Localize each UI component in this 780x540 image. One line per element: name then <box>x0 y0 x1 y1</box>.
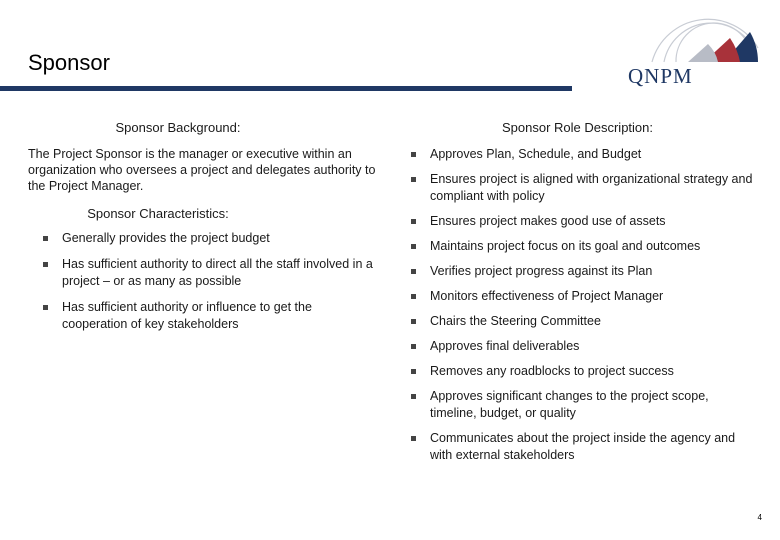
list-item <box>410 238 755 255</box>
bullet-icon <box>43 262 48 267</box>
background-paragraph: The Project Sponsor is the manager or executive within an organization who oversees a project and delegates authority to the Project Manager. <box>28 147 376 193</box>
list-item <box>410 171 755 205</box>
background-heading: Sponsor Background: <box>115 120 241 135</box>
left-column <box>28 120 378 342</box>
list-item-text: Has sufficient authority to direct all the staff involved in a project – or as many as possible <box>62 257 373 288</box>
bullet-icon <box>411 319 416 324</box>
list-item-text: Chairs the Steering Committee <box>430 314 601 328</box>
bullet-icon <box>411 436 416 441</box>
list-item-text: Monitors effectiveness of Project Manager <box>430 289 664 303</box>
bullet-icon <box>411 294 416 299</box>
slide-title: Sponsor <box>28 50 110 75</box>
bullet-icon <box>43 305 48 310</box>
list-item-text: Has sufficient authority or influence to get the cooperation of key stakeholders <box>62 300 312 331</box>
list-item-text: Approves final deliverables <box>430 339 580 353</box>
list-item <box>42 256 378 290</box>
list-item-text: Communicates about the project inside the agency and with external stakeholders <box>430 431 736 462</box>
bullet-icon <box>411 152 416 157</box>
list-item <box>410 313 755 330</box>
bullet-icon <box>411 219 416 224</box>
list-item <box>42 230 378 247</box>
right-column <box>410 120 755 472</box>
bullet-icon <box>411 269 416 274</box>
list-item-text: Maintains project focus on its goal and outcomes <box>430 239 701 253</box>
list-item <box>410 288 755 305</box>
list-item <box>410 263 755 280</box>
bullet-icon <box>43 236 48 241</box>
bullet-icon <box>411 177 416 182</box>
list-item <box>410 213 755 230</box>
bullet-icon <box>411 394 416 399</box>
list-item <box>410 338 755 355</box>
page-number: 4 <box>757 513 762 522</box>
list-item-text: Generally provides the project budget <box>62 231 270 245</box>
list-item-text: Ensures project makes good use of assets <box>430 214 666 228</box>
characteristics-list <box>42 230 378 333</box>
characteristics-heading: Sponsor Characteristics: <box>87 206 229 221</box>
bullet-icon <box>411 244 416 249</box>
list-item-text: Ensures project is aligned with organizational strategy and compliant with policy <box>430 172 753 203</box>
list-item <box>410 363 755 380</box>
list-item <box>410 430 755 464</box>
bullet-icon <box>411 369 416 374</box>
logo-text: QNPM <box>628 64 693 88</box>
list-item <box>410 388 755 422</box>
list-item <box>410 146 755 163</box>
list-item <box>42 299 378 333</box>
list-item-text: Removes any roadblocks to project success <box>430 364 674 378</box>
bullet-icon <box>411 344 416 349</box>
list-item-text: Approves significant changes to the project scope, timeline, budget, or quality <box>430 389 709 420</box>
title-divider <box>0 86 572 91</box>
list-item-text: Approves Plan, Schedule, and Budget <box>430 147 642 161</box>
role-description-heading: Sponsor Role Description: <box>501 120 654 135</box>
role-description-list <box>410 146 755 464</box>
list-item-text: Verifies project progress against its Plan <box>430 264 653 278</box>
